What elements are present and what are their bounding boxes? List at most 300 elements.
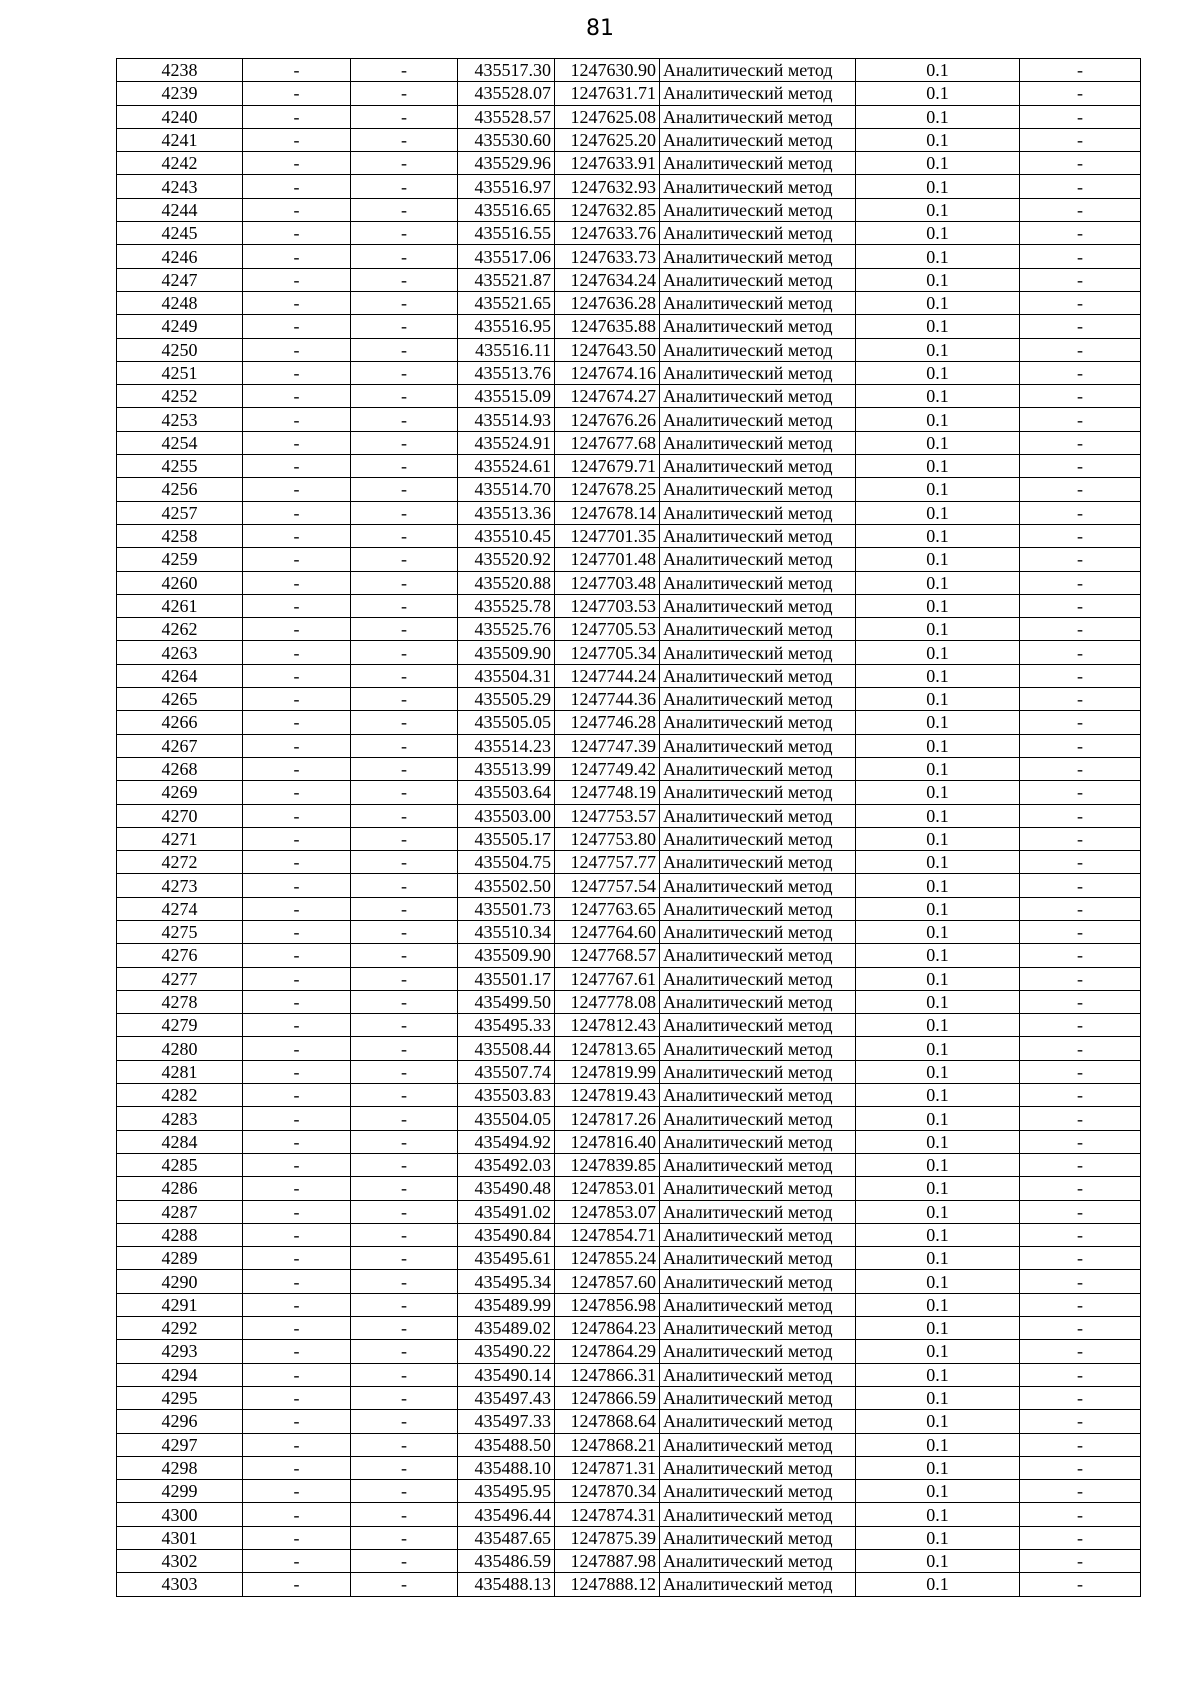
dash-cell-1: - [243, 128, 351, 151]
dash-cell-1: - [243, 1550, 351, 1573]
x-coordinate-cell: 435490.48 [458, 1177, 555, 1200]
method-cell: Аналитический метод [660, 944, 856, 967]
dash-cell-3: - [1020, 1526, 1141, 1549]
point-number-cell: 4303 [117, 1573, 243, 1596]
y-coordinate-cell: 1247816.40 [555, 1130, 660, 1153]
dash-cell-2: - [351, 1456, 458, 1479]
dash-cell-2: - [351, 59, 458, 82]
dash-cell-1: - [243, 804, 351, 827]
accuracy-cell: 0.1 [856, 245, 1020, 268]
y-coordinate-cell: 1247744.36 [555, 688, 660, 711]
x-coordinate-cell: 435528.57 [458, 105, 555, 128]
y-coordinate-cell: 1247853.01 [555, 1177, 660, 1200]
dash-cell-2: - [351, 897, 458, 920]
accuracy-cell: 0.1 [856, 501, 1020, 524]
dash-cell-1: - [243, 408, 351, 431]
dash-cell-1: - [243, 874, 351, 897]
dash-cell-1: - [243, 967, 351, 990]
x-coordinate-cell: 435503.83 [458, 1084, 555, 1107]
y-coordinate-cell: 1247633.76 [555, 222, 660, 245]
point-number-cell: 4259 [117, 548, 243, 571]
dash-cell-3: - [1020, 105, 1141, 128]
x-coordinate-cell: 435524.61 [458, 455, 555, 478]
dash-cell-1: - [243, 59, 351, 82]
dash-cell-3: - [1020, 1084, 1141, 1107]
dash-cell-1: - [243, 1153, 351, 1176]
dash-cell-2: - [351, 501, 458, 524]
point-number-cell: 4278 [117, 990, 243, 1013]
method-cell: Аналитический метод [660, 1084, 856, 1107]
dash-cell-1: - [243, 571, 351, 594]
y-coordinate-cell: 1247703.53 [555, 594, 660, 617]
y-coordinate-cell: 1247749.42 [555, 757, 660, 780]
point-number-cell: 4265 [117, 688, 243, 711]
y-coordinate-cell: 1247864.23 [555, 1317, 660, 1340]
table-row [117, 1550, 1141, 1573]
dash-cell-2: - [351, 827, 458, 850]
table-row [117, 1223, 1141, 1246]
method-cell: Аналитический метод [660, 827, 856, 850]
dash-cell-1: - [243, 1456, 351, 1479]
dash-cell-3: - [1020, 524, 1141, 547]
table-row [117, 1177, 1141, 1200]
x-coordinate-cell: 435513.76 [458, 361, 555, 384]
method-cell: Аналитический метод [660, 105, 856, 128]
x-coordinate-cell: 435494.92 [458, 1130, 555, 1153]
method-cell: Аналитический метод [660, 967, 856, 990]
dash-cell-1: - [243, 315, 351, 338]
dash-cell-1: - [243, 594, 351, 617]
method-cell: Аналитический метод [660, 1130, 856, 1153]
dash-cell-2: - [351, 1107, 458, 1130]
point-number-cell: 4300 [117, 1503, 243, 1526]
table-row [117, 688, 1141, 711]
method-cell: Аналитический метод [660, 1433, 856, 1456]
dash-cell-2: - [351, 268, 458, 291]
accuracy-cell: 0.1 [856, 1526, 1020, 1549]
dash-cell-2: - [351, 82, 458, 105]
dash-cell-2: - [351, 455, 458, 478]
y-coordinate-cell: 1247866.59 [555, 1386, 660, 1409]
y-coordinate-cell: 1247839.85 [555, 1153, 660, 1176]
accuracy-cell: 0.1 [856, 1153, 1020, 1176]
accuracy-cell: 0.1 [856, 1060, 1020, 1083]
dash-cell-3: - [1020, 1153, 1141, 1176]
accuracy-cell: 0.1 [856, 1573, 1020, 1596]
y-coordinate-cell: 1247674.27 [555, 385, 660, 408]
accuracy-cell: 0.1 [856, 408, 1020, 431]
point-number-cell: 4302 [117, 1550, 243, 1573]
method-cell: Аналитический метод [660, 222, 856, 245]
dash-cell-1: - [243, 1363, 351, 1386]
point-number-cell: 4263 [117, 641, 243, 664]
method-cell: Аналитический метод [660, 478, 856, 501]
dash-cell-2: - [351, 571, 458, 594]
point-number-cell: 4264 [117, 664, 243, 687]
dash-cell-3: - [1020, 1410, 1141, 1433]
dash-cell-1: - [243, 851, 351, 874]
table-row [117, 944, 1141, 967]
dash-cell-1: - [243, 361, 351, 384]
dash-cell-3: - [1020, 804, 1141, 827]
table-row [117, 524, 1141, 547]
y-coordinate-cell: 1247819.99 [555, 1060, 660, 1083]
dash-cell-1: - [243, 1386, 351, 1409]
accuracy-cell: 0.1 [856, 664, 1020, 687]
dash-cell-1: - [243, 291, 351, 314]
x-coordinate-cell: 435488.10 [458, 1456, 555, 1479]
method-cell: Аналитический метод [660, 245, 856, 268]
y-coordinate-cell: 1247678.25 [555, 478, 660, 501]
accuracy-cell: 0.1 [856, 59, 1020, 82]
method-cell: Аналитический метод [660, 1317, 856, 1340]
method-cell: Аналитический метод [660, 618, 856, 641]
dash-cell-2: - [351, 664, 458, 687]
dash-cell-3: - [1020, 175, 1141, 198]
x-coordinate-cell: 435489.99 [458, 1293, 555, 1316]
point-number-cell: 4253 [117, 408, 243, 431]
dash-cell-1: - [243, 1573, 351, 1596]
accuracy-cell: 0.1 [856, 781, 1020, 804]
y-coordinate-cell: 1247677.68 [555, 431, 660, 454]
dash-cell-3: - [1020, 478, 1141, 501]
y-coordinate-cell: 1247887.98 [555, 1550, 660, 1573]
x-coordinate-cell: 435504.05 [458, 1107, 555, 1130]
x-coordinate-cell: 435492.03 [458, 1153, 555, 1176]
accuracy-cell: 0.1 [856, 548, 1020, 571]
table-row [117, 222, 1141, 245]
x-coordinate-cell: 435516.95 [458, 315, 555, 338]
table-row [117, 641, 1141, 664]
point-number-cell: 4239 [117, 82, 243, 105]
dash-cell-1: - [243, 641, 351, 664]
dash-cell-3: - [1020, 1270, 1141, 1293]
dash-cell-3: - [1020, 641, 1141, 664]
x-coordinate-cell: 435508.44 [458, 1037, 555, 1060]
dash-cell-3: - [1020, 315, 1141, 338]
dash-cell-2: - [351, 1084, 458, 1107]
dash-cell-2: - [351, 594, 458, 617]
dash-cell-2: - [351, 1433, 458, 1456]
dash-cell-1: - [243, 524, 351, 547]
dash-cell-1: - [243, 431, 351, 454]
x-coordinate-cell: 435491.02 [458, 1200, 555, 1223]
dash-cell-3: - [1020, 1130, 1141, 1153]
dash-cell-1: - [243, 1293, 351, 1316]
point-number-cell: 4289 [117, 1247, 243, 1270]
point-number-cell: 4243 [117, 175, 243, 198]
table-row [117, 291, 1141, 314]
dash-cell-2: - [351, 1550, 458, 1573]
table-row [117, 1410, 1141, 1433]
point-number-cell: 4299 [117, 1480, 243, 1503]
accuracy-cell: 0.1 [856, 1107, 1020, 1130]
x-coordinate-cell: 435529.96 [458, 152, 555, 175]
point-number-cell: 4282 [117, 1084, 243, 1107]
method-cell: Аналитический метод [660, 1456, 856, 1479]
table-row [117, 1060, 1141, 1083]
dash-cell-3: - [1020, 1200, 1141, 1223]
y-coordinate-cell: 1247635.88 [555, 315, 660, 338]
method-cell: Аналитический метод [660, 128, 856, 151]
x-coordinate-cell: 435514.70 [458, 478, 555, 501]
x-coordinate-cell: 435496.44 [458, 1503, 555, 1526]
method-cell: Аналитический метод [660, 1340, 856, 1363]
point-number-cell: 4270 [117, 804, 243, 827]
y-coordinate-cell: 1247768.57 [555, 944, 660, 967]
dash-cell-3: - [1020, 59, 1141, 82]
x-coordinate-cell: 435505.17 [458, 827, 555, 850]
method-cell: Аналитический метод [660, 1153, 856, 1176]
method-cell: Аналитический метод [660, 1247, 856, 1270]
x-coordinate-cell: 435517.30 [458, 59, 555, 82]
y-coordinate-cell: 1247633.73 [555, 245, 660, 268]
table-row [117, 385, 1141, 408]
y-coordinate-cell: 1247631.71 [555, 82, 660, 105]
table-row [117, 1363, 1141, 1386]
y-coordinate-cell: 1247875.39 [555, 1526, 660, 1549]
table-row [117, 618, 1141, 641]
x-coordinate-cell: 435517.06 [458, 245, 555, 268]
y-coordinate-cell: 1247703.48 [555, 571, 660, 594]
dash-cell-3: - [1020, 245, 1141, 268]
point-number-cell: 4275 [117, 920, 243, 943]
y-coordinate-cell: 1247676.26 [555, 408, 660, 431]
dash-cell-1: - [243, 222, 351, 245]
dash-cell-1: - [243, 152, 351, 175]
dash-cell-3: - [1020, 501, 1141, 524]
accuracy-cell: 0.1 [856, 1014, 1020, 1037]
point-number-cell: 4298 [117, 1456, 243, 1479]
x-coordinate-cell: 435525.78 [458, 594, 555, 617]
dash-cell-2: - [351, 1247, 458, 1270]
dash-cell-3: - [1020, 827, 1141, 850]
accuracy-cell: 0.1 [856, 1223, 1020, 1246]
dash-cell-2: - [351, 524, 458, 547]
y-coordinate-cell: 1247625.20 [555, 128, 660, 151]
x-coordinate-cell: 435520.92 [458, 548, 555, 571]
point-number-cell: 4249 [117, 315, 243, 338]
x-coordinate-cell: 435521.65 [458, 291, 555, 314]
x-coordinate-cell: 435513.99 [458, 757, 555, 780]
y-coordinate-cell: 1247854.71 [555, 1223, 660, 1246]
accuracy-cell: 0.1 [856, 967, 1020, 990]
dash-cell-3: - [1020, 222, 1141, 245]
table-row [117, 548, 1141, 571]
point-number-cell: 4240 [117, 105, 243, 128]
accuracy-cell: 0.1 [856, 105, 1020, 128]
point-number-cell: 4292 [117, 1317, 243, 1340]
y-coordinate-cell: 1247813.65 [555, 1037, 660, 1060]
method-cell: Аналитический метод [660, 1526, 856, 1549]
method-cell: Аналитический метод [660, 688, 856, 711]
point-number-cell: 4242 [117, 152, 243, 175]
accuracy-cell: 0.1 [856, 1550, 1020, 1573]
dash-cell-3: - [1020, 1107, 1141, 1130]
x-coordinate-cell: 435502.50 [458, 874, 555, 897]
dash-cell-2: - [351, 874, 458, 897]
dash-cell-1: - [243, 1480, 351, 1503]
dash-cell-3: - [1020, 781, 1141, 804]
dash-cell-3: - [1020, 361, 1141, 384]
accuracy-cell: 0.1 [856, 990, 1020, 1013]
accuracy-cell: 0.1 [856, 874, 1020, 897]
y-coordinate-cell: 1247857.60 [555, 1270, 660, 1293]
table-row [117, 827, 1141, 850]
y-coordinate-cell: 1247819.43 [555, 1084, 660, 1107]
table-row [117, 82, 1141, 105]
y-coordinate-cell: 1247753.80 [555, 827, 660, 850]
dash-cell-1: - [243, 1526, 351, 1549]
table-row [117, 105, 1141, 128]
point-number-cell: 4286 [117, 1177, 243, 1200]
dash-cell-3: - [1020, 1363, 1141, 1386]
table-row [117, 711, 1141, 734]
method-cell: Аналитический метод [660, 990, 856, 1013]
method-cell: Аналитический метод [660, 571, 856, 594]
point-number-cell: 4266 [117, 711, 243, 734]
dash-cell-1: - [243, 1200, 351, 1223]
x-coordinate-cell: 435503.00 [458, 804, 555, 827]
dash-cell-3: - [1020, 1014, 1141, 1037]
dash-cell-2: - [351, 315, 458, 338]
dash-cell-1: - [243, 1317, 351, 1340]
y-coordinate-cell: 1247744.24 [555, 664, 660, 687]
dash-cell-2: - [351, 757, 458, 780]
table-row [117, 59, 1141, 82]
table-row [117, 128, 1141, 151]
table-row [117, 967, 1141, 990]
accuracy-cell: 0.1 [856, 944, 1020, 967]
dash-cell-3: - [1020, 734, 1141, 757]
y-coordinate-cell: 1247764.60 [555, 920, 660, 943]
x-coordinate-cell: 435505.29 [458, 688, 555, 711]
x-coordinate-cell: 435501.73 [458, 897, 555, 920]
table-row [117, 1153, 1141, 1176]
dash-cell-3: - [1020, 268, 1141, 291]
table-row [117, 1573, 1141, 1596]
y-coordinate-cell: 1247701.35 [555, 524, 660, 547]
method-cell: Аналитический метод [660, 524, 856, 547]
point-number-cell: 4267 [117, 734, 243, 757]
dash-cell-2: - [351, 105, 458, 128]
table-row [117, 1503, 1141, 1526]
method-cell: Аналитический метод [660, 1270, 856, 1293]
accuracy-cell: 0.1 [856, 455, 1020, 478]
point-number-cell: 4285 [117, 1153, 243, 1176]
point-number-cell: 4269 [117, 781, 243, 804]
dash-cell-1: - [243, 105, 351, 128]
point-number-cell: 4284 [117, 1130, 243, 1153]
accuracy-cell: 0.1 [856, 222, 1020, 245]
method-cell: Аналитический метод [660, 1386, 856, 1409]
table-row [117, 734, 1141, 757]
dash-cell-3: - [1020, 1340, 1141, 1363]
method-cell: Аналитический метод [660, 408, 856, 431]
accuracy-cell: 0.1 [856, 711, 1020, 734]
table-row [117, 408, 1141, 431]
dash-cell-3: - [1020, 711, 1141, 734]
point-number-cell: 4257 [117, 501, 243, 524]
accuracy-cell: 0.1 [856, 827, 1020, 850]
dash-cell-2: - [351, 385, 458, 408]
method-cell: Аналитический метод [660, 594, 856, 617]
y-coordinate-cell: 1247679.71 [555, 455, 660, 478]
point-number-cell: 4295 [117, 1386, 243, 1409]
accuracy-cell: 0.1 [856, 1340, 1020, 1363]
dash-cell-3: - [1020, 920, 1141, 943]
point-number-cell: 4247 [117, 268, 243, 291]
dash-cell-1: - [243, 1130, 351, 1153]
point-number-cell: 4296 [117, 1410, 243, 1433]
point-number-cell: 4301 [117, 1526, 243, 1549]
dash-cell-2: - [351, 1130, 458, 1153]
point-number-cell: 4273 [117, 874, 243, 897]
accuracy-cell: 0.1 [856, 1270, 1020, 1293]
dash-cell-3: - [1020, 152, 1141, 175]
dash-cell-2: - [351, 175, 458, 198]
y-coordinate-cell: 1247866.31 [555, 1363, 660, 1386]
x-coordinate-cell: 435488.13 [458, 1573, 555, 1596]
accuracy-cell: 0.1 [856, 757, 1020, 780]
y-coordinate-cell: 1247757.77 [555, 851, 660, 874]
method-cell: Аналитический метод [660, 361, 856, 384]
x-coordinate-cell: 435497.33 [458, 1410, 555, 1433]
accuracy-cell: 0.1 [856, 128, 1020, 151]
x-coordinate-cell: 435495.33 [458, 1014, 555, 1037]
table-row [117, 1084, 1141, 1107]
point-number-cell: 4238 [117, 59, 243, 82]
dash-cell-1: - [243, 1084, 351, 1107]
x-coordinate-cell: 435488.50 [458, 1433, 555, 1456]
method-cell: Аналитический метод [660, 152, 856, 175]
y-coordinate-cell: 1247746.28 [555, 711, 660, 734]
dash-cell-2: - [351, 1177, 458, 1200]
table-row [117, 1317, 1141, 1340]
dash-cell-1: - [243, 734, 351, 757]
table-row [117, 175, 1141, 198]
y-coordinate-cell: 1247856.98 [555, 1293, 660, 1316]
y-coordinate-cell: 1247871.31 [555, 1456, 660, 1479]
dash-cell-1: - [243, 82, 351, 105]
accuracy-cell: 0.1 [856, 1177, 1020, 1200]
dash-cell-1: - [243, 1107, 351, 1130]
dash-cell-2: - [351, 990, 458, 1013]
dash-cell-2: - [351, 408, 458, 431]
dash-cell-3: - [1020, 1456, 1141, 1479]
point-number-cell: 4291 [117, 1293, 243, 1316]
dash-cell-3: - [1020, 1433, 1141, 1456]
dash-cell-3: - [1020, 408, 1141, 431]
accuracy-cell: 0.1 [856, 1480, 1020, 1503]
table-row [117, 594, 1141, 617]
dash-cell-3: - [1020, 1293, 1141, 1316]
y-coordinate-cell: 1247636.28 [555, 291, 660, 314]
x-coordinate-cell: 435499.50 [458, 990, 555, 1013]
point-number-cell: 4274 [117, 897, 243, 920]
y-coordinate-cell: 1247868.21 [555, 1433, 660, 1456]
dash-cell-1: - [243, 501, 351, 524]
method-cell: Аналитический метод [660, 385, 856, 408]
dash-cell-1: - [243, 548, 351, 571]
y-coordinate-cell: 1247705.53 [555, 618, 660, 641]
method-cell: Аналитический метод [660, 1223, 856, 1246]
method-cell: Аналитический метод [660, 1177, 856, 1200]
accuracy-cell: 0.1 [856, 431, 1020, 454]
method-cell: Аналитический метод [660, 1363, 856, 1386]
method-cell: Аналитический метод [660, 1550, 856, 1573]
dash-cell-1: - [243, 688, 351, 711]
